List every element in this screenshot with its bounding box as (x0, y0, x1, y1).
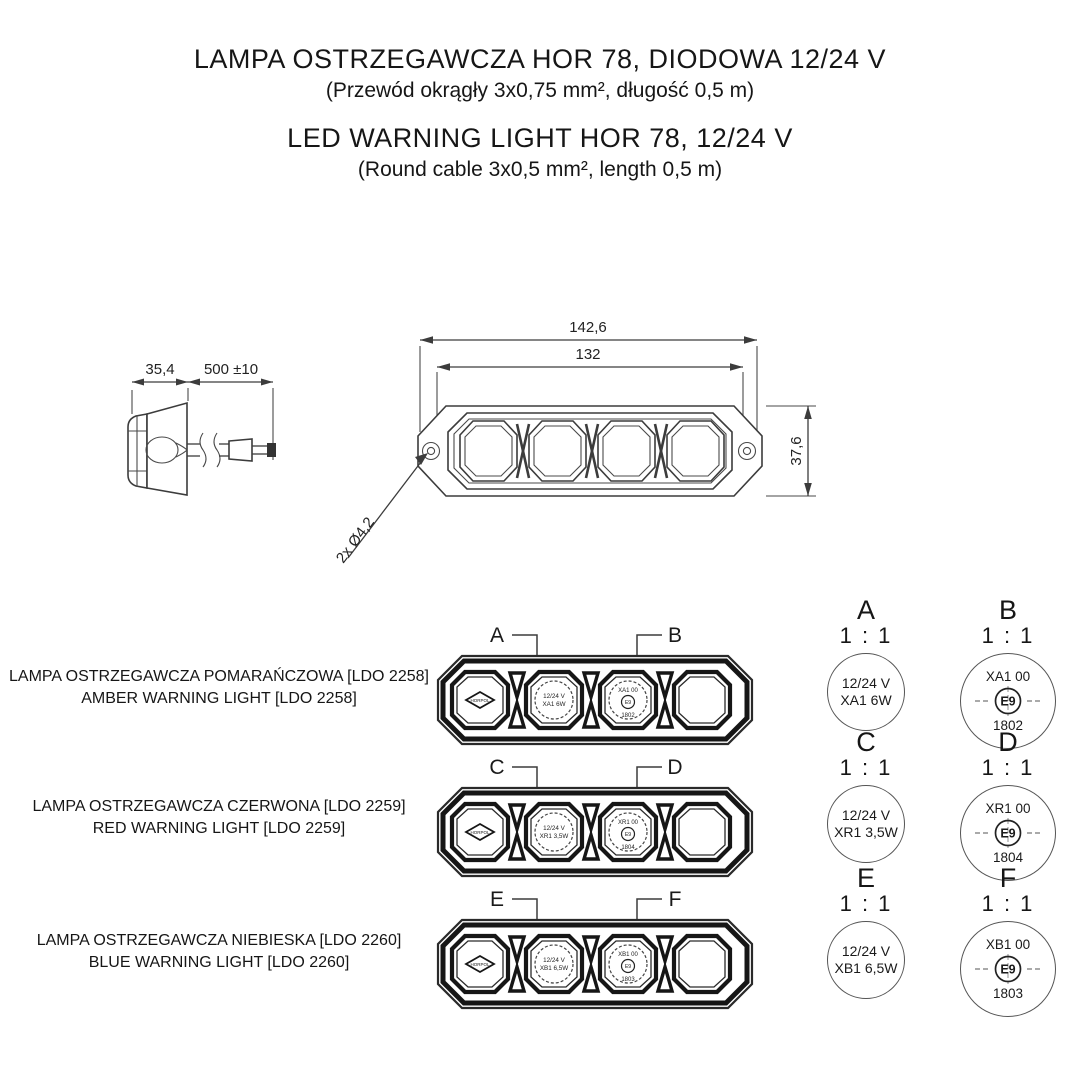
subtitle-polish: (Przewód okrągły 3x0,75 mm², długość 0,5 m) (325, 79, 755, 102)
detail-stamp-circle (827, 653, 905, 731)
variant-label-blue (0, 930, 438, 974)
e-mark-icon (975, 817, 1041, 849)
detail-stamp-circle (827, 785, 905, 863)
detail-view-A (801, 597, 931, 731)
variant-label-en: RED WARNING LIGHT [LDO 2259] (92, 820, 346, 837)
horpol-logo-text: HORPOL (470, 830, 490, 835)
detail-view-F (943, 865, 1073, 1017)
callout-letter: B (667, 624, 683, 647)
e-mark-icon (975, 953, 1041, 985)
title-polish: LAMPA OSTRZEGAWCZA HOR 78, DIODOWA 12/24 V (193, 44, 887, 74)
callout-letter: F (668, 888, 682, 911)
stamp-voltage: 12/24 V (841, 943, 891, 959)
stamp-type-power: XA1 6W (542, 701, 566, 708)
e-mark-icon: E9 (624, 964, 632, 970)
stamp-type-power: XR1 3,5W (539, 833, 569, 840)
lamp-drawing-red (430, 752, 760, 884)
detail-approval-circle (960, 921, 1056, 1017)
variant-label-pl: LAMPA OSTRZEGAWCZA POMARAŃCZOWA [LDO 2258] (9, 668, 429, 685)
dimension-hole-diameter: 2x Ø4,2 (332, 514, 379, 567)
stamp-approval-number: 1802 (621, 713, 635, 719)
horpol-logo-text: HORPOL (470, 962, 490, 967)
stamp-approval-top: XR1 00 (985, 801, 1031, 816)
detail-letter: C (856, 727, 876, 757)
callout-letter: A (489, 624, 505, 647)
e-mark-icon: E9 (624, 700, 632, 706)
detail-letter: A (856, 595, 875, 625)
callout-letter: E (489, 888, 505, 911)
lamp-drawing-amber (430, 620, 760, 752)
title-block (0, 44, 1080, 182)
dimension-height: 37,6 (788, 436, 805, 466)
e-mark-icon: E9 (624, 832, 632, 838)
variant-label-pl: LAMPA OSTRZEGAWCZA NIEBIESKA [LDO 2260] (36, 932, 402, 949)
front-view-drawing (333, 319, 816, 566)
stamp-type-power: XB1 6,5W (539, 965, 569, 972)
detail-letter: F (999, 863, 1017, 893)
variant-label-en: BLUE WARNING LIGHT [LDO 2260] (88, 954, 350, 971)
stamp-approval-number: 1803 (621, 977, 635, 983)
variant-label-red (0, 796, 438, 840)
stamp-approval-top: XR1 00 (617, 820, 639, 826)
cable-tip (267, 443, 276, 457)
variant-label-pl: LAMPA OSTRZEGAWCZA CZERWONA [LDO 2259] (32, 798, 406, 815)
stamp-type-power: XA1 6W (840, 692, 892, 708)
detail-letter: D (998, 727, 1018, 757)
e-mark-icon (975, 685, 1041, 717)
stamp-voltage: 12/24 V (841, 675, 891, 691)
stamp-approval-top: XB1 00 (618, 952, 638, 958)
dimension-overall-width: 142,6 (569, 319, 607, 336)
detail-letter: B (998, 595, 1017, 625)
dimension-lamp-depth: 35,4 (145, 361, 175, 378)
stamp-type-power: XB1 6,5W (834, 960, 898, 976)
variant-label-amber (0, 666, 438, 710)
detail-stamp-circle (827, 921, 905, 999)
detail-letter: E (856, 863, 875, 893)
detail-view-C (801, 729, 931, 863)
detail-scale: 1 : 1 (981, 623, 1035, 648)
callout-letter: D (667, 756, 683, 779)
callout-letter: C (489, 756, 505, 779)
svg-text:E9: E9 (1000, 694, 1016, 709)
detail-view-E (801, 865, 931, 999)
horpol-logo-text: HORPOL (470, 698, 490, 703)
dimension-lens-width: 132 (575, 346, 601, 363)
stamp-type-power: XR1 3,5W (834, 824, 898, 840)
stamp-voltage: 12/24 V (543, 693, 565, 700)
svg-text:E9: E9 (1000, 962, 1016, 977)
detail-view-D (943, 729, 1073, 881)
detail-scale: 1 : 1 (839, 755, 893, 780)
stamp-approval-number: 1804 (992, 850, 1024, 865)
stamp-voltage: 12/24 V (543, 957, 565, 964)
svg-text:E9: E9 (1000, 826, 1016, 841)
stamp-approval-number: 1802 (992, 718, 1024, 733)
technical-drawing (110, 300, 850, 580)
title-english: LED WARNING LIGHT HOR 78, 12/24 V (287, 123, 793, 153)
side-view-drawing (128, 361, 276, 495)
detail-scale: 1 : 1 (839, 623, 893, 648)
stamp-approval-top: XA1 00 (985, 669, 1031, 684)
dimension-cable-length: 500 ±10 (203, 361, 259, 378)
stamp-voltage: 12/24 V (841, 807, 891, 823)
detail-scale: 1 : 1 (839, 891, 893, 916)
stamp-approval-top: XA1 00 (618, 688, 638, 694)
stamp-approval-number: 1804 (621, 845, 635, 851)
subtitle-english: (Round cable 3x0,5 mm², length 0,5 m) (357, 158, 723, 181)
stamp-approval-top: XB1 00 (985, 937, 1031, 952)
stamp-voltage: 12/24 V (543, 825, 565, 832)
detail-scale: 1 : 1 (981, 891, 1035, 916)
variant-label-en: AMBER WARNING LIGHT [LDO 2258] (81, 690, 357, 707)
detail-scale: 1 : 1 (981, 755, 1035, 780)
lamp-drawing-blue (430, 884, 760, 1016)
stamp-approval-number: 1803 (992, 986, 1024, 1001)
